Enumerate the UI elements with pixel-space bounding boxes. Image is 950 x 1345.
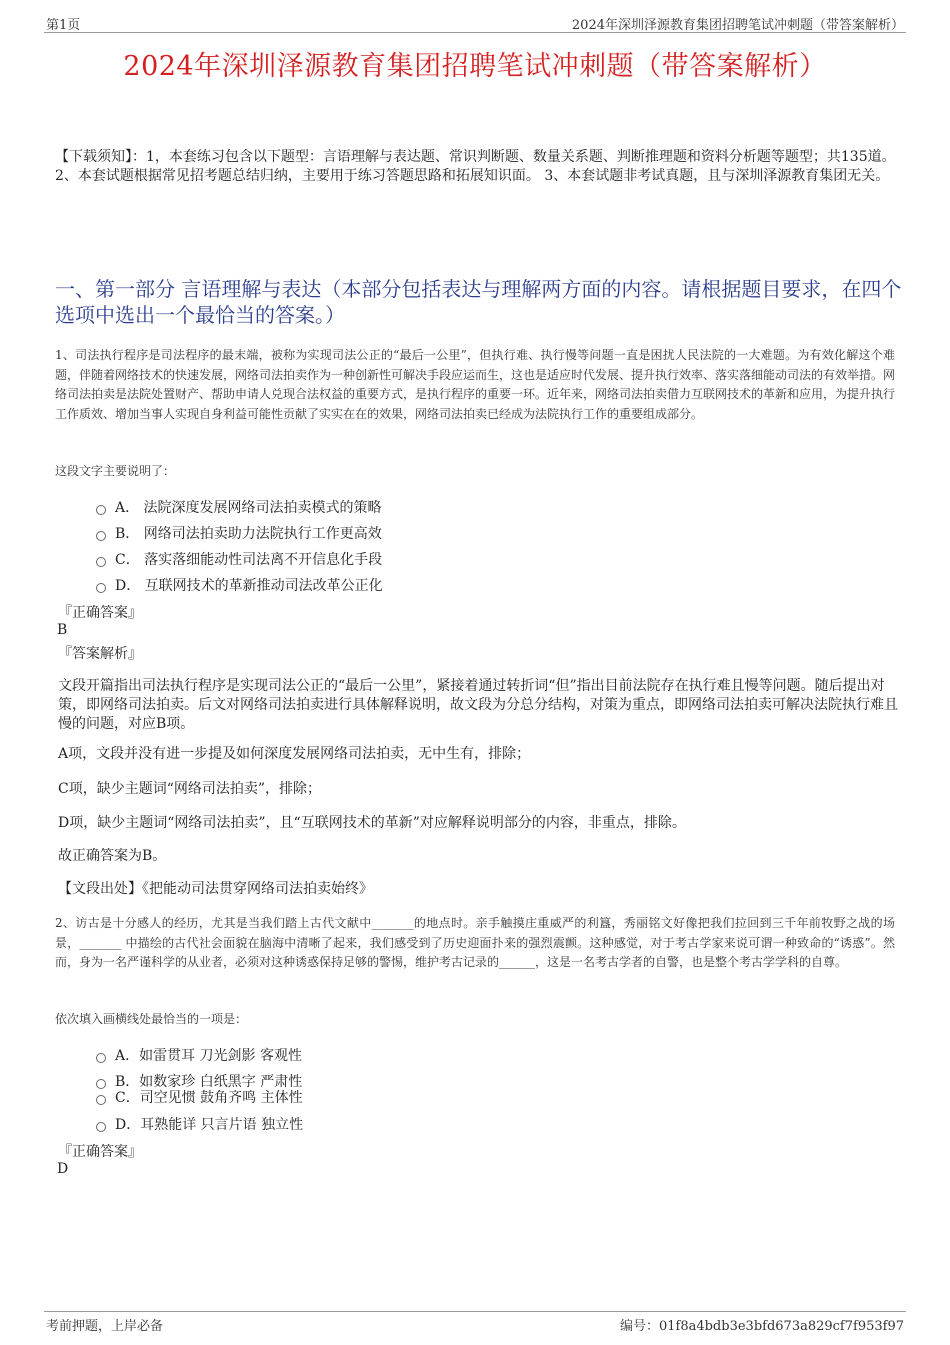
section-heading: 一、第一部分 言语理解与表达（本部分包括表达与理解两方面的内容。请根据题目要求，在四个选项中选出一个最恰当的答案。） (55, 277, 902, 327)
question-2-option-d[interactable] (96, 1114, 303, 1134)
option-label: B．如数家珍 白纸黑字 严肃性 (115, 1074, 303, 1090)
option-label: C．司空见惯 鼓角齐鸣 主体性 (115, 1090, 303, 1106)
question-1-option-a[interactable] (96, 497, 382, 517)
option-label: C． 落实落细能动性司法离不开信息化手段 (115, 552, 383, 568)
question-2-option-c[interactable] (96, 1087, 303, 1107)
answer-label: 『正确答案』 (58, 605, 142, 621)
answer-value: B (57, 622, 68, 638)
analysis-paragraph: 故正确答案为B。 (58, 848, 167, 864)
question-2-text: 2、访古是十分感人的经历，尤其是当我们踏上古代文献中_______的地点时。亲手触摸庄重威严的利簋，秀丽铭文好像把我们拉回到三千年前牧野之战的场景，_______ 中描绘的古代社会面貌在脑海中清晰了起来，我们感受到了历史迎面扑来的强烈震颤。这种感觉，对于考古学家来说可谓一种致命的“诱惑”。然而，身为一名严谨科学的从业者，必须对这种诱惑保持足够的警惕，维护考古记录的______，这是一名考古学者的自警，也是整个考古学学科的自尊。 (55, 916, 895, 969)
radio-icon[interactable] (96, 531, 106, 541)
page-number: 第1页 (46, 18, 81, 33)
question-1-prompt: 这段文字主要说明了： (55, 464, 176, 478)
radio-icon[interactable] (96, 1095, 106, 1105)
question-1-option-d[interactable] (96, 575, 383, 595)
page-header (44, 14, 906, 33)
analysis-paragraph: 文段开篇指出司法执行程序是实现司法公正的“最后一公里”，紧接着通过转折词“但”指出目前法院存在执行难且慢等问题。随后提出对策，即网络司法拍卖。后文对网络司法拍卖进行具体解释说明，故文段为分总分结构，对策为重点，即网络司法拍卖可解决法院执行难且慢的问题，对应B项。 (58, 678, 898, 732)
question-2-prompt: 依次填入画横线处最恰当的一项是： (55, 1012, 248, 1026)
download-notice: 【下载须知】：1，本套练习包含以下题型：言语理解与表达题、常识判断题、数量关系题、判断推理题和资料分析题等题型；共135道。 2、本套试题根据常见招考题总结归纳，主要用于练习答题思路和拓展知识面。 3、本套试题非考试真题，且与深圳泽源教育集团无关。 (55, 149, 896, 184)
question-1-option-b[interactable] (96, 523, 382, 543)
header-doc-title: 2024年深圳泽源教育集团招聘笔试冲刺题（带答案解析） (571, 18, 904, 33)
answer-value: D (57, 1161, 69, 1177)
document-id: 编号：01f8a4bdb3e3bfd673a829cf7f953f97 (619, 1319, 904, 1334)
analysis-label: 『答案解析』 (58, 646, 142, 662)
radio-icon[interactable] (96, 557, 106, 567)
radio-icon[interactable] (96, 1053, 106, 1063)
radio-icon[interactable] (96, 583, 106, 593)
option-label: D． 互联网技术的革新推动司法改革公正化 (115, 578, 383, 594)
answer-label: 『正确答案』 (58, 1144, 142, 1160)
footer-slogan: 考前押题，上岸必备 (46, 1319, 164, 1334)
analysis-paragraph: C项，缺少主题词“网络司法拍卖”，排除； (58, 781, 322, 797)
source-citation: 【文段出处】《把能动司法贯穿网络司法拍卖始终》 (58, 881, 373, 897)
radio-icon[interactable] (96, 505, 106, 515)
question-1-option-c[interactable] (96, 549, 382, 569)
radio-icon[interactable] (96, 1122, 106, 1132)
option-label: B． 网络司法拍卖助力法院执行工作更高效 (115, 526, 382, 542)
page-footer (44, 1311, 906, 1332)
option-label: A．如雷贯耳 刀光剑影 客观性 (115, 1048, 303, 1064)
question-1-text: 1、司法执行程序是司法程序的最末端，被称为实现司法公正的“最后一公里”，但执行难、执行慢等问题一直是困扰人民法院的一大难题。为有效化解这个难题，伴随着网络技术的快速发展，网络司法拍卖作为一种创新性可解决手段应运而生，这也是适应时代发展、提升执行效率、落实落细能动司法的有效举措。网络司法拍卖是法院处置财产、帮助申请人兑现合法权益的重要方式，是执行程序的重要一环。近年来，网络司法拍卖借力互联网技术的革新和应用，为提升执行工作质效、增加当事人实现自身利益可能性贡献了实实在在的效果，网络司法拍卖已经成为法院执行工作的重要组成部分。 (55, 348, 896, 421)
document-title: 2024年深圳泽源教育集团招聘笔试冲刺题（带答案解析） (123, 51, 827, 82)
option-label: A． 法院深度发展网络司法拍卖模式的策略 (115, 500, 382, 516)
analysis-paragraph: A项，文段并没有进一步提及如何深度发展网络司法拍卖，无中生有，排除； (58, 746, 531, 762)
analysis-paragraph: D项，缺少主题词“网络司法拍卖”，且“互联网技术的革新”对应解释说明部分的内容，非重点，排除。 (58, 815, 686, 831)
question-2-option-a[interactable] (96, 1045, 302, 1065)
option-label: D．耳熟能详 只言片语 独立性 (115, 1117, 304, 1133)
